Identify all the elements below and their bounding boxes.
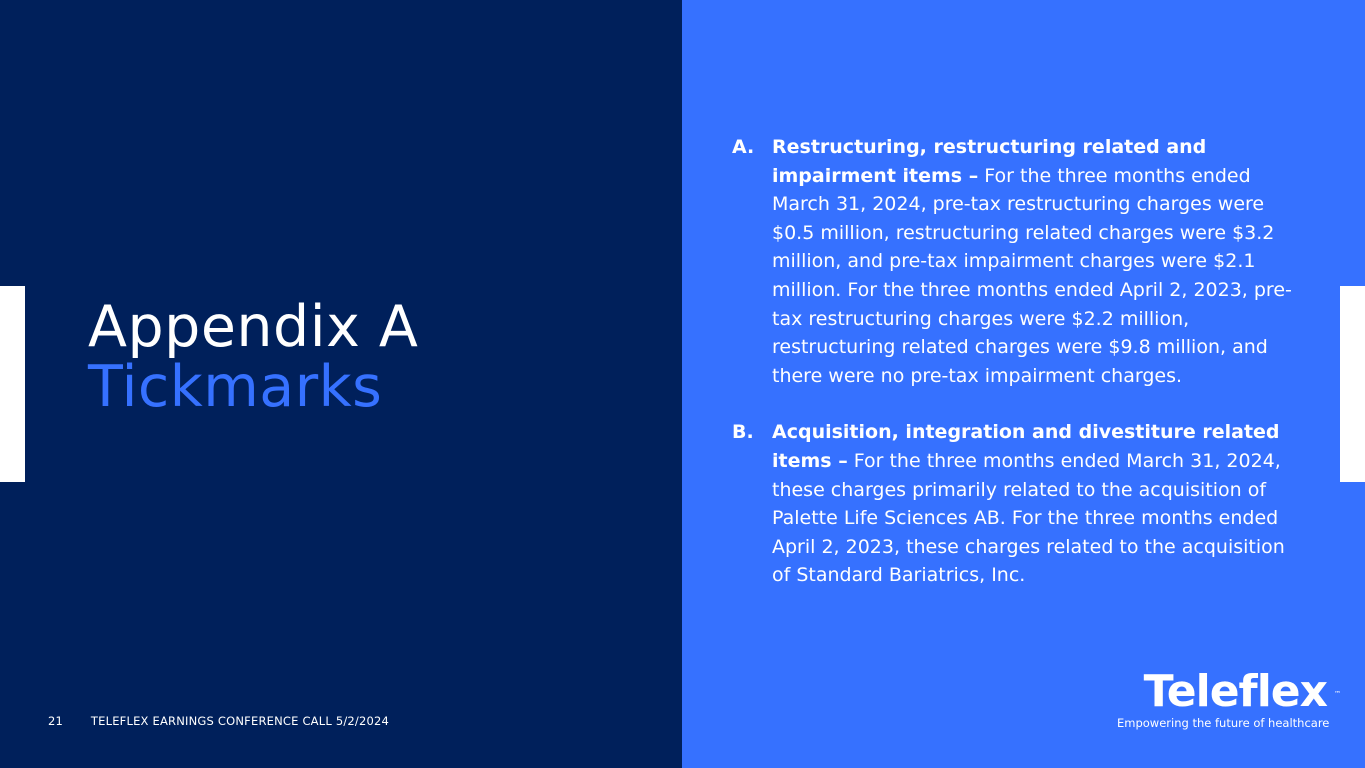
right-edge-bar — [1340, 286, 1365, 482]
logo-wordmark-text: Teleflex — [1143, 666, 1327, 717]
page-number: 21 — [48, 714, 64, 728]
title-block — [88, 294, 419, 420]
note-body: For the three months ended March 31, 2024, pre-tax restructuring charges were $0.5 million, restructuring related charges were $3.2 million, and pre-tax impairment charges were $2.1 million. For the three months ended April 2, 2023, pre-tax restructuring charges were $2.2 million, restructuring related charges were $9.8 million, and there were no pre-tax impairment charges. — [772, 164, 1292, 387]
note-text — [772, 133, 1292, 390]
teleflex-logo — [1117, 666, 1341, 730]
slide-subtitle: Tickmarks — [88, 353, 383, 420]
logo-trademark: ™ — [1334, 690, 1341, 698]
note-b — [732, 418, 1292, 590]
note-letter: A. — [732, 136, 755, 158]
note-a — [732, 133, 1292, 390]
note-heading: Restructuring, restructuring related and impairment items – — [772, 136, 1207, 187]
footer — [48, 714, 389, 728]
note-heading: Acquisition, integration and divestiture related items – — [772, 421, 1280, 472]
note-text — [772, 418, 1292, 590]
left-edge-bar — [0, 286, 25, 482]
tickmark-notes — [732, 133, 1292, 590]
footer-text: TELEFLEX EARNINGS CONFERENCE CALL 5/2/2024 — [90, 714, 390, 728]
slide-title: Appendix A — [88, 294, 419, 360]
note-letter: B. — [732, 421, 754, 444]
logo-wordmark — [1143, 666, 1341, 717]
note-body: For the three months ended March 31, 2024, these charges primarily related to the acquisition of Palette Life Sciences AB. For the three months ended April 2, 2023, these charges related to the acquisition of Standard Bariatrics, Inc. — [772, 449, 1285, 587]
logo-tagline: Empowering the future of healthcare — [1117, 716, 1330, 730]
